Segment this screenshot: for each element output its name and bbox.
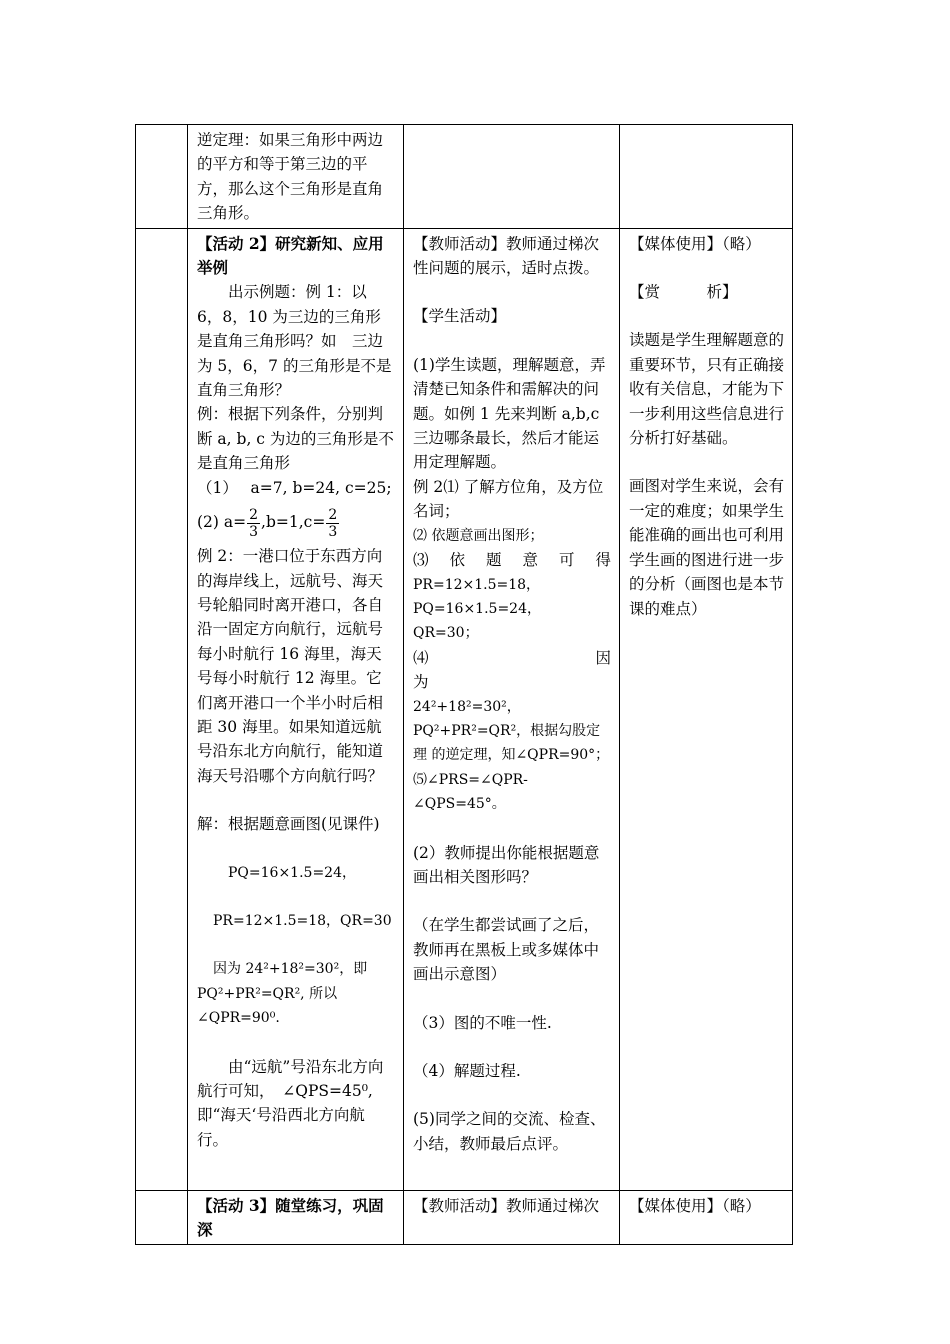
appreciation-heading: 【赏 析】 xyxy=(629,283,738,302)
lesson-table xyxy=(135,124,793,1245)
teacher-step-4: （3）图的不唯一性. xyxy=(413,1013,552,1032)
because-line-2: PQ²+PR²=QR², 所以 xyxy=(197,985,338,1002)
teacher-activity: 【教师活动】教师通过梯次性问题的展示，适时点拨。 xyxy=(413,234,600,278)
student-step-5a: ⑷ 因 为 xyxy=(413,648,689,692)
appreciation-text-1: 读题是学生理解题意的重要环节，只有正确接收有关信息，才能为下一步利用这些信息进行分析打好基础。 xyxy=(629,331,785,448)
pq-calc: PQ=16×1.5=24， xyxy=(228,864,356,881)
table-row xyxy=(136,125,793,229)
because-line-1: 因为 24²+18²=30²，即 xyxy=(213,961,368,978)
conclusion-line-2: 即“海天‘号沿西北方向航行。 xyxy=(197,1106,365,1149)
row3-empty-cell xyxy=(136,1190,188,1245)
example1-text: 出示例题：例 1：以 6，8，10 为三边的三角形是直角三角形吗？如 三边为 5，6，7 的三角形是不是直角三角形？ xyxy=(197,283,392,400)
table-row xyxy=(136,228,793,1190)
student-step-1: (1)学生读题，理解题意，弄清楚已知条件和需解决的问题。如例 1 先来判断 a,b,c 三边哪条最长，然后才能运用定理解题。 xyxy=(413,355,606,472)
example-item-2: (2) a= $\frac{2}{3}$ ,b=1,c= $\frac{2}{3}$ xyxy=(197,506,338,540)
activity2-notes-cell xyxy=(620,228,793,1190)
solution-text: 解：根据题意画图(见课件) xyxy=(197,815,380,834)
student-step-2: 例 2⑴ 了解方位角，及方位名词； xyxy=(413,477,604,521)
activity3-heading: 【活动 3】随堂练习，巩固深 xyxy=(188,1190,404,1245)
activity3-teacher: 【教师活动】教师通过梯次 xyxy=(404,1190,620,1245)
fraction-a: $\frac{2}{3}$ xyxy=(249,506,259,540)
student-step-6: ⑸∠PRS=∠QPR-∠QPS=45°。 xyxy=(413,771,528,813)
teacher-step-3: （在学生都尝试画了之后，教师再在黑板上或多媒体中画出示意图） xyxy=(413,916,600,984)
teacher-step-6: (5)同学之间的交流、检查、小结，教师最后点评。 xyxy=(413,1110,606,1153)
row1-empty-cell-2 xyxy=(404,125,620,229)
pr-calc: PR=12×1.5=18，QR=30 xyxy=(213,912,392,929)
activity3-media: 【媒体使用】（略） xyxy=(620,1190,793,1245)
table-row xyxy=(136,1190,793,1245)
activity2-content-cell xyxy=(188,228,404,1190)
student-step-3: ⑵ 依题意画出图形； xyxy=(413,527,544,544)
appreciation-text-2: 画图对学生来说，会有一定的难度；如果学生能准确的画出也可利用学生画的图进行进一步的分析（画图也是本节课的难点） xyxy=(629,477,785,618)
teacher-step-5: （4）解题过程. xyxy=(413,1062,521,1080)
student-step-4a: ⑶ 依 题 意 可 得 xyxy=(413,551,611,570)
row2-empty-cell xyxy=(136,228,188,1190)
row1-empty-cell-3 xyxy=(620,125,793,229)
student-step-4b: PR=12×1.5=18，PQ=16×1.5=24， QR=30； xyxy=(413,576,562,642)
example-intro: 例：根据下列条件，分别判断 a, b, c 为边的三角形是不是直角三角形 xyxy=(197,405,394,473)
student-activity-heading: 【学生活动】 xyxy=(413,307,507,326)
activity2-heading: 【活动 2】研究新知、应用举例 xyxy=(197,233,384,278)
example-item-1: （1） a=7, b=24, c=25; xyxy=(197,478,392,497)
row1-empty-cell xyxy=(136,125,188,229)
example2-text: 例 2：一港口位于东西方向的海岸线上，远航号、海天号轮船同时离开港口，各自沿一固定方向航行，远航号每小时航行 16 海里，海天号每小时航行 12 海里。它们离开港口一个半小时后相距 30 海里。如果知道远航号沿东北方向航行，能知道海天号沿哪个方向航行吗？ xyxy=(197,547,384,785)
because-line-3: ∠QPR=90⁰. xyxy=(197,1010,280,1027)
converse-theorem-cell xyxy=(188,125,404,229)
conclusion-line-1: 由“远航”号沿东北方向航行可知， ∠QPS=45⁰, xyxy=(197,1057,384,1100)
media-usage: 【媒体使用】（略） xyxy=(629,234,761,253)
converse-theorem-text: 逆定理：如果三角形中两边的平方和等于第三边的平方，那么这个三角形是直角三角形。 xyxy=(197,131,384,223)
teacher-step-2: (2）教师提出你能根据题意画出相关图形吗？ xyxy=(413,843,600,886)
fraction-c: $\frac{2}{3}$ xyxy=(328,506,338,540)
student-step-5b: 24²+18²=30²，PQ²+PR²=QR²，根据勾股定理 的逆定理，知∠QPR=90°； xyxy=(413,698,610,764)
